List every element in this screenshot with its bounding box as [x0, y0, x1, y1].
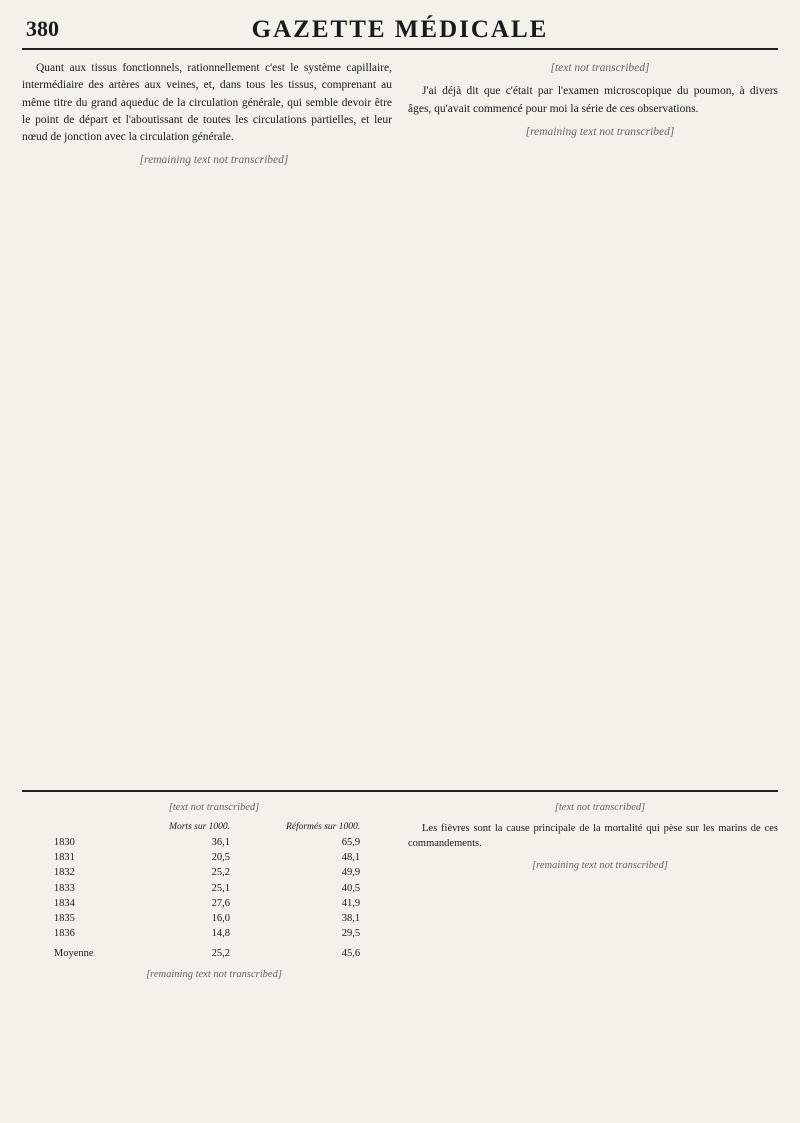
- col-reformed-header: Réformés sur 1000.: [285, 822, 361, 833]
- table-cell-reformed: 29,5: [341, 928, 361, 940]
- table-cell-deaths: 36,1: [211, 836, 231, 848]
- table-average-deaths: 25,2: [211, 947, 231, 959]
- table-cell-year: 1832: [53, 867, 75, 879]
- lower-left-column: [text not transcribed] Morts sur 1000. Réformés sur 1000. 1830 36,1 65,9 1831 20,5 48,1 1832 25,2 49,9 1833 25,1 40,5 1834 27,6 41,9 1835 16,0 38,1 1836 14,8 29,5 Moyenne 25,2 45,6 [remaining text not transcribed]: [22, 800, 392, 1120]
- mortality-table: [48, 821, 366, 961]
- table-row: [48, 835, 366, 850]
- table-cell-year: 1834: [53, 897, 75, 909]
- table-cell-year: 1833: [53, 882, 75, 894]
- table-row: [48, 865, 366, 880]
- upper-article: [22, 60, 778, 792]
- table-cell-year: 1831: [53, 852, 75, 864]
- table-cell-year: 1836: [53, 928, 75, 940]
- table-average-reformed: 45,6: [341, 947, 361, 959]
- table-row: [48, 926, 366, 941]
- table-cell-deaths: 16,0: [211, 913, 231, 925]
- table-cell-reformed: 38,1: [341, 913, 361, 925]
- table-average-year: Moyenne: [53, 947, 94, 959]
- table-cell-reformed: 48,1: [341, 852, 361, 864]
- upper-right-column: [text not transcribed] J'ai déjà dit que c'était par l'examen microscopique du poumon, à divers âges, qu'avait commencé pour moi la série de ces observations. [remaining text not transcribed]: [408, 62, 778, 138]
- table-average-row: [48, 942, 366, 961]
- table-cell-deaths: 25,2: [211, 867, 231, 879]
- paragraph: J'ai déjà dit que c'était par l'examen microscopique du poumon, à divers âges, qu'avait commencé pour moi la série de ces observations.: [408, 85, 778, 115]
- table-cell-deaths: 27,6: [211, 897, 231, 909]
- masthead: [22, 10, 778, 50]
- table-cell-year: 1830: [53, 836, 75, 848]
- masthead-title: GAZETTE MÉDICALE: [251, 16, 549, 43]
- table-cell-reformed: 40,5: [341, 882, 361, 894]
- lower-right-column: [text not transcribed] Les fièvres sont la cause principale de la mortalité qui pèse sur les marins de ces commandements. [remaining text not transcribed]: [408, 802, 778, 871]
- table-cell-deaths: 25,1: [211, 882, 231, 894]
- table-cell-year: 1835: [53, 913, 75, 925]
- table-cell-reformed: 49,9: [341, 867, 361, 879]
- table-cell-deaths: 20,5: [211, 852, 231, 864]
- table-cell-reformed: 41,9: [341, 897, 361, 909]
- paragraph: Les fièvres sont la cause principale de la mortalité qui pèse sur les marins de ces commandements.: [408, 823, 778, 850]
- table-row: [48, 850, 366, 865]
- table-row: [48, 896, 366, 911]
- col-deaths-header: Morts sur 1000.: [169, 822, 231, 833]
- lower-article: [22, 800, 778, 1120]
- table-cell-deaths: 14,8: [211, 928, 231, 940]
- page-number: 380: [26, 16, 59, 41]
- upper-left-column: Quant aux tissus fonctionnels, rationnellement c'est le système capillaire, intermédiaire des artères aux veines, et, dans tous les tissus, comprenant au même titre du grand aqueduc de la circulation générale, qui semble devoir être le point de départ et l'aboutissant de toutes les circulations partielles, et leur nœud de jonction avec la circulation générale. [remaining text not transcribed]: [22, 62, 392, 167]
- table-row: [48, 911, 366, 926]
- table-cell-reformed: 65,9: [341, 836, 361, 848]
- paragraph: Quant aux tissus fonctionnels, rationnellement c'est le système capillaire, intermédiaire des artères aux veines, et, dans tous les tissus, comprenant au même titre du grand aqueduc de la circulation générale, qui semble devoir être le point de départ et l'aboutissant de toutes les circulations partielles, et leur nœud de jonction avec la circulation générale.: [22, 62, 392, 143]
- table-row: [48, 881, 366, 896]
